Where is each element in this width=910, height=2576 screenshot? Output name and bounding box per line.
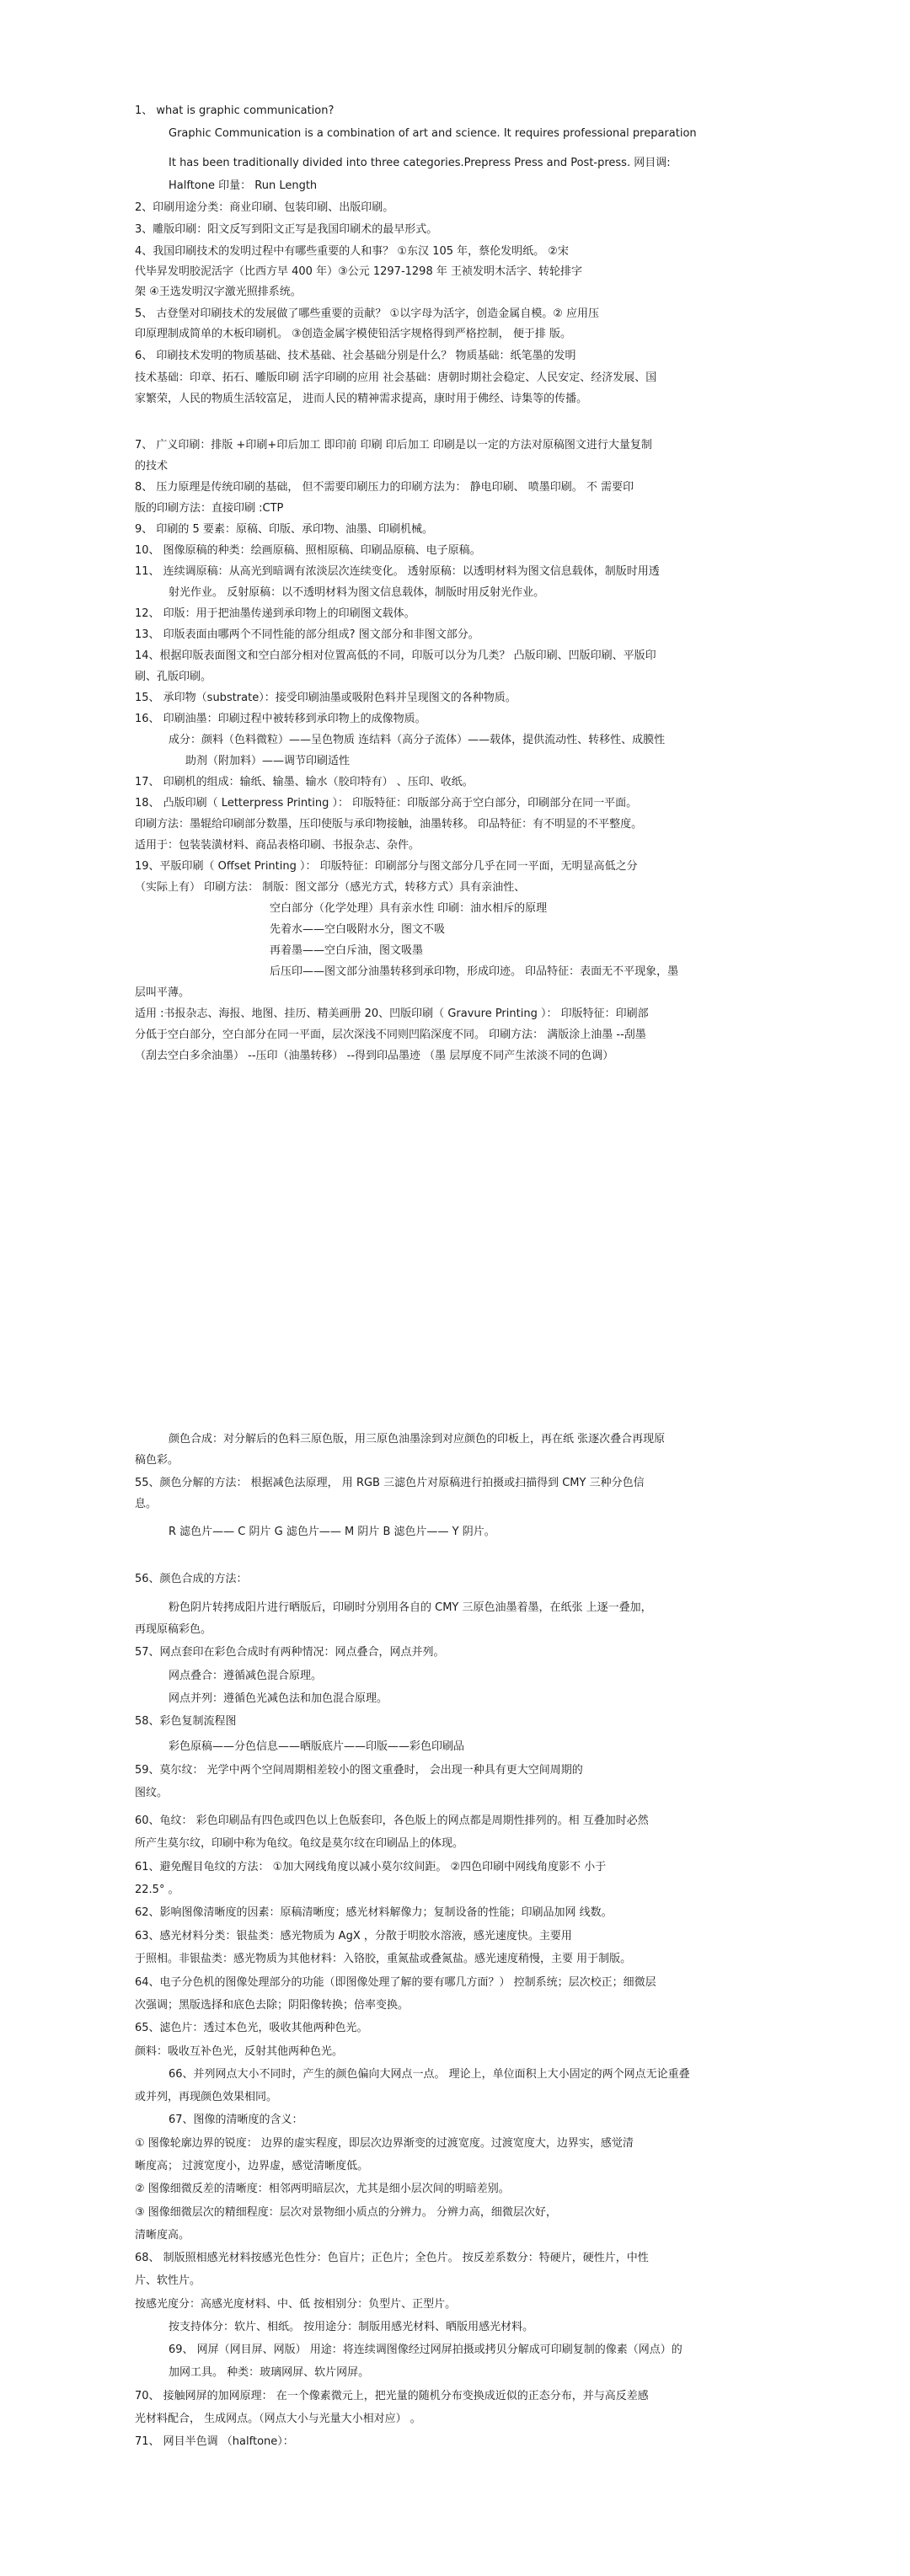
text-line: 13、 印版表面由哪两个不同性能的部分组成? 图文部分和非图文部分。 xyxy=(135,628,479,641)
text-line: 15、 承印物（substrate）：接受印刷油墨或吸附色料并呈现图文的各种物质。 xyxy=(135,692,517,704)
text-line: 息。 xyxy=(135,1498,158,1510)
text-line: It has been traditionally divided into three categories.Prepress Press and Post-press. 网目调: xyxy=(169,157,671,169)
text-line: 片、软性片。 xyxy=(135,2274,201,2287)
text-line: 12、 印版：用于把油墨传递到承印物上的印刷图文载体。 xyxy=(135,607,415,620)
text-line: 69、 网屏（网目屏、网版） 用途：将连续调图像经过网屏拍摄或拷贝分解成可印刷复制的像素（网点）的 xyxy=(169,2344,682,2356)
text-line: 颜色合成：对分解后的色料三原色版，用三原色油墨涂到对应颜色的印板上，再在纸 张逐次叠合再现原 xyxy=(169,1433,666,1446)
text-line: 网点并列：遵循色光减色法和加色混合原理。 xyxy=(169,1692,388,1705)
text-line: Graphic Communication is a combination of art and science. It requires professional preparation xyxy=(169,127,697,140)
text-line: 1、 what is graphic communication? xyxy=(135,104,335,117)
text-line: 59、莫尔纹： 光学中两个空间周期相差较小的图文重叠时， 会出现一种具有更大空间周期的 xyxy=(135,1764,583,1777)
text-line: 清晰度高。 xyxy=(135,2229,190,2242)
text-line: 或并列，再现颜色效果相同。 xyxy=(135,2091,278,2103)
text-line: 11、 连续调原稿：从高光到暗调有浓淡层次连续变化。 透射原稿：以透明材料为图文信息载体，制版时用透 xyxy=(135,565,660,578)
text-line: 图纹。 xyxy=(135,1787,169,1799)
text-line: 按支持体分：软片、相纸。 按用途分：制版用感光材料、晒版用感光材料。 xyxy=(169,2321,534,2333)
text-line: 71、 网目半色调 （halftone）： xyxy=(135,2435,294,2448)
text-line: 61、避免醒目龟纹的方法： ①加大网线角度以减小莫尔纹间距。 ②四色印刷中网线角度影不 小于 xyxy=(135,1861,607,1873)
text-line: 4、我国印刷技术的发明过程中有哪些重要的人和事？ ①东汉 105 年，蔡伦发明纸。 ②宋 xyxy=(135,245,569,258)
text-line: 62、影响图像清晰度的因素：原稿清晰度；感光材料解像力；复制设备的性能；印刷品加网 线数。 xyxy=(135,1906,613,1919)
text-line: 17、 印刷机的组成：输纸、输墨、输水（胶印特有） 、压印、收纸。 xyxy=(135,776,474,788)
text-line: 57、网点套印在彩色合成时有两种情况：网点叠合，网点并列。 xyxy=(135,1646,445,1659)
text-line: 光材料配合， 生成网点。（网点大小与光量大小相对应） 。 xyxy=(135,2413,421,2425)
text-line: 架 ④王选发明汉字激光照排系统。 xyxy=(135,286,302,298)
text-line: 的技术 xyxy=(135,460,169,473)
text-line: 再着墨——空白斥油，图文吸墨 xyxy=(270,944,424,957)
text-line: 16、 印刷油墨：印刷过程中被转移到承印物上的成像物质。 xyxy=(135,713,426,725)
text-line: 于照相。非银盐类：感光物质为其他材料：入铬胶，重氮盐或叠氮盐。感光速度稍慢，主要 用于制版。 xyxy=(135,1953,632,1965)
text-line: ③ 图像细微层次的精细程度：层次对景物细小质点的分辨力。 分辨力高，细微层次好， xyxy=(135,2206,557,2219)
text-line: 66、并列网点大小不同时，产生的颜色偏向大网点一点。 理论上，单位面积上大小固定的两个网点无论重叠 xyxy=(169,2068,690,2081)
text-line: 助剂（附加料）——调节印刷适性 xyxy=(185,755,351,767)
text-line: 射光作业。 反射原稿：以不透明材料为图文信息载体，制版时用反射光作业。 xyxy=(169,586,545,599)
text-line: 按感光度分：高感光度材料、中、低 按相别分：负型片、正型片。 xyxy=(135,2298,457,2311)
text-line: 22.5° 。 xyxy=(135,1884,179,1896)
text-line: 成分：颜料（色料微粒）——呈色物质 连结料（高分子流体）——载体，提供流动性、转移性、成膜性 xyxy=(169,734,666,746)
text-line: （刮去空白多余油墨） --压印（油墨转移） --得到印品墨迹 （墨 层厚度不同产生浓淡不同的色调） xyxy=(135,1050,614,1062)
text-line: 63、感光材料分类：银盐类：感光物质为 AgX ，分散于明胶水溶液，感光速度快。主要用 xyxy=(135,1930,572,1943)
text-line: 彩色原稿——分色信息——晒版底片——印版——彩色印刷品 xyxy=(169,1740,465,1753)
text-line: 6、 印刷技术发明的物质基础、技术基础、社会基础分别是什么？ 物质基础：纸笔墨的发明 xyxy=(135,350,576,362)
text-line: 版的印刷方法：直接印刷 :CTP xyxy=(135,502,284,515)
text-line: 加网工具。 种类：玻璃网屏、软片网屏。 xyxy=(169,2366,370,2379)
text-line: 所产生莫尔纹，印刷中称为龟纹。龟纹是莫尔纹在印刷品上的体现。 xyxy=(135,1837,464,1850)
text-line: 晰度高； 过渡宽度小，边界虚，感觉清晰度低。 xyxy=(135,2160,369,2172)
text-line: Halftone 印量： Run Length xyxy=(169,179,318,192)
text-line: ① 图像轮廓边界的锐度： 边界的虚实程度，即层次边界渐变的过渡宽度。过渡宽度大，边界实，感觉清 xyxy=(135,2137,634,2150)
text-line: ② 图像细微反差的清晰度：相邻两明暗层次，尤其是细小层次间的明暗差别。 xyxy=(135,2183,510,2195)
text-line: 3、雕版印刷：阳文反写到阳文正写是我国印刷术的最早形式。 xyxy=(135,223,438,236)
text-line: 18、 凸版印刷（ Letterpress Printing ）： 印版特征：印版部分高于空白部分，印刷部分在同一平面。 xyxy=(135,797,638,810)
text-line: 适用 :书报杂志、海报、地图、挂历、精美画册 20、凹版印刷（ Gravure Printing ）： 印版特征：印刷部 xyxy=(135,1007,649,1020)
text-line: 70、 接触网屏的加网原理： 在一个像素微元上，把光量的随机分布变换成近似的正态分布，并与高反差感 xyxy=(135,2390,649,2402)
text-line: 网点叠合：遵循减色混合原理。 xyxy=(169,1670,323,1682)
text-line: 印刷方法：墨辊给印刷部分数墨，压印使版与承印物接触，油墨转移。 印品特征：有不明显的不平整度。 xyxy=(135,818,643,831)
text-line: （实际上有） 印刷方法： 制版：图文部分（感光方式，转移方式）具有亲油性、 xyxy=(135,881,526,894)
text-line: 5、 古登堡对印刷技术的发展做了哪些重要的贡献？ ①以字母为活字，创造金属自模。② 应用压 xyxy=(135,307,599,320)
text-line: 代毕昇发明胶泥活字（比西方早 400 年）③公元 1297-1298 年 王祯发明木活字、转轮排字 xyxy=(135,265,582,278)
text-line: 7、 广义印刷：排版 +印刷+印后加工 即印前 印刷 印后加工 印刷是以一定的方法对原稿图文进行大量复制 xyxy=(135,439,652,452)
text-line: 58、彩色复制流程图 xyxy=(135,1715,237,1728)
text-line: 颜料：吸收互补色光，反射其他两种色光。 xyxy=(135,2045,344,2058)
text-line: 再现原稿彩色。 xyxy=(135,1623,212,1636)
text-line: 67、图像的清晰度的含义： xyxy=(169,2114,303,2126)
text-line: 55、颜色分解的方法： 根据减色法原理， 用 RGB 三滤色片对原稿进行拍摄或扫描得到 CMY 三种分色信 xyxy=(135,1477,645,1489)
text-line: 64、电子分色机的图像处理部分的功能（即图像处理了解的要有哪几方面？） 控制系统；层次校正；细微层 xyxy=(135,1976,656,1989)
text-line: 56、颜色合成的方法： xyxy=(135,1573,248,1585)
text-line: 2、印刷用途分类：商业印刷、包装印刷、出版印刷。 xyxy=(135,201,394,214)
text-line: 后压印——图文部分油墨转移到承印物，形成印迹。 印品特征：表面无不平现象，墨 xyxy=(270,965,679,978)
text-line: 空白部分（化学处理）具有亲水性 印刷：油水相斥的原理 xyxy=(270,902,548,915)
text-line: R 滤色片—— C 阴片 G 滤色片—— M 阴片 B 滤色片—— Y 阴片。 xyxy=(169,1526,495,1538)
text-line: 家繁荣，人民的物质生活较富足， 进而人民的精神需求提高，康时用于佛经、诗集等的传播。 xyxy=(135,393,588,405)
text-line: 粉色阴片转拷成阳片进行晒版后，印刷时分别用各自的 CMY 三原色油墨着墨，在纸张 上逐一叠加， xyxy=(169,1601,652,1614)
text-line: 65、滤色片：透过本色光，吸收其他两种色光。 xyxy=(135,2022,368,2034)
text-line: 8、 压力原理是传统印刷的基础， 但不需要印刷压力的印刷方法为： 静电印刷、 喷墨印刷。 不 需要印 xyxy=(135,481,634,494)
text-line: 68、 制版照相感光材料按感光色性分：色盲片；正色片；全色片。 按反差系数分：特硬片，硬性片，中性 xyxy=(135,2252,649,2264)
text-line: 次强调；黑版选择和底色去除；阴阳像转换；倍率变换。 xyxy=(135,1999,410,2012)
text-line: 层叫平薄。 xyxy=(135,986,190,999)
text-line: 60、龟纹： 彩色印刷品有四色或四色以上色版套印，各色版上的网点都是周期性排列的。相 互叠加时必然 xyxy=(135,1814,649,1827)
text-line: 19、平版印刷（ Offset Printing ）： 印版特征：印刷部分与图文部分几乎在同一平面，无明显高低之分 xyxy=(135,860,638,873)
text-line: 技术基础：印章、拓石、雕版印刷 活字印刷的应用 社会基础：唐朝时期社会稳定、人民安定、经济发展、国 xyxy=(135,371,657,384)
text-line: 稿色彩。 xyxy=(135,1454,179,1467)
text-line: 先着水——空白吸附水分，图文不吸 xyxy=(270,923,446,936)
text-line: 9、 印刷的 5 要素：原稿、印版、承印物、油墨、印刷机械。 xyxy=(135,523,433,536)
text-line: 14、根据印版表面图文和空白部分相对位置高低的不同，印版可以分为几类？ 凸版印刷、凹版印刷、平版印 xyxy=(135,649,656,662)
text-line: 适用于：包装装潢材料、商品表格印刷、书报杂志、杂件。 xyxy=(135,839,420,852)
text-line: 印原理制成简单的木板印刷机。 ③创造金属字模使铅活字规格得到严格控制， 便于排 版。 xyxy=(135,328,572,340)
text-line: 刷、孔版印刷。 xyxy=(135,671,212,683)
text-line: 10、 图像原稿的种类：绘画原稿、照相原稿、印刷品原稿、电子原稿。 xyxy=(135,544,481,557)
text-line: 分低于空白部分，空白部分在同一平面，层次深浅不同则凹陷深度不同。 印刷方法： 满版涂上油墨 --刮墨 xyxy=(135,1029,646,1041)
